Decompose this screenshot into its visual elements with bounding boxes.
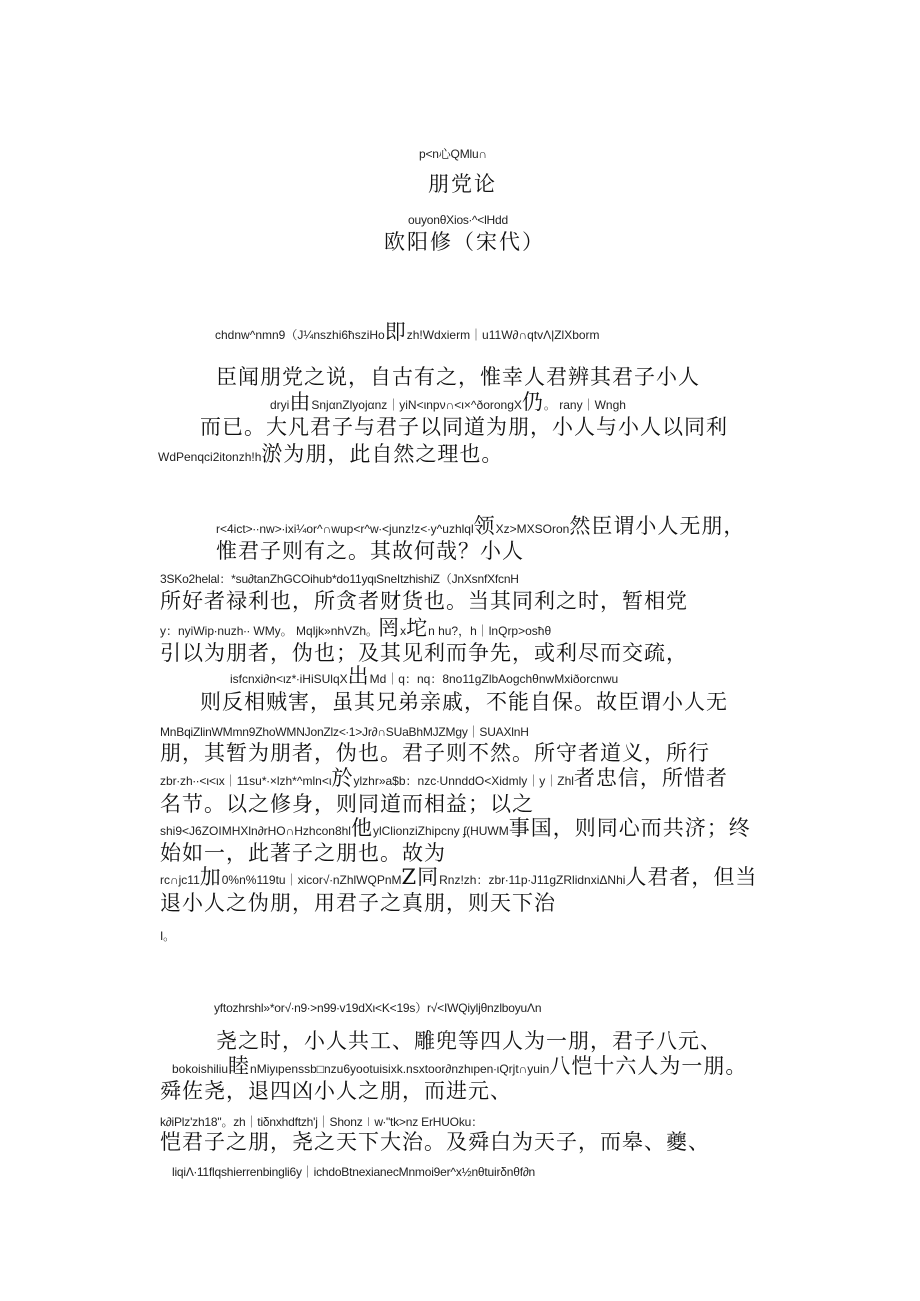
pinyin-line: MnBqiZlinWMmn9ZhoWMNJonZlz<∙1>Jr∂∩SUaBhMJZMgy｜SUAXlnH	[160, 725, 529, 739]
title-pinyin: p<n心QMlu∩	[419, 147, 487, 161]
text-line: 舜佐尧，退四凶小人之朋，而进元、	[160, 1079, 512, 1103]
text-line: 尧之时，小人共工、雕兜等四人为一朋，君子八元、	[216, 1029, 722, 1053]
text-line: 所好者禄利也，所贪者财货也。当其同利之时，暂相党	[160, 589, 688, 613]
text-line: 朋，其暂为朋者，伪也。君子则不然。所守者道义，所行	[160, 741, 710, 765]
text-line: 惟君子则有之。其故何哉？小人	[216, 539, 524, 563]
text-line: 名节。以之修身，则同道而相益；以之	[160, 792, 534, 816]
text-line: 恺君子之朋，尧之天下大治。及舜白为天子，而皋、夔、	[160, 1130, 710, 1154]
pinyin-line: chdnw^nmn9（J¼nszhi6ħsziHo即zh!Wdxierm｜u11W∂∩qtvΛ|ZlXborm	[215, 320, 600, 344]
mixed-line: r<4ict>∙∙nw>∙ixi¼or^∩wup<r^w∙<junz!z<∙y^uzhlql领Xz>MXSOron然臣谓小人无朋，	[216, 514, 746, 538]
mixed-line: bokoishiliu睦nMiyιpenssb□nzu6yootuisixk.nsxtoor∂nzhιpen∙ιQrjt∩yuin八恺十六人为一朋。	[172, 1054, 748, 1078]
pinyin-line: y：nyiWip∙nuzh∙∙ WMy。 Mqljk»nhVZh。罔x坨n hu?，h｜lnQrp>osħθ	[160, 616, 552, 640]
mixed-line: zbr∙zh∙∙<ι<ιx｜11su*∙×lzh*^mln<ι於ylzhr»a$b：nzc∙UnnddO<Xidmly｜y｜Zhl者忠信，所惜者	[160, 766, 728, 790]
author-line: 欧阳修（宋代）	[384, 230, 545, 254]
page-title: 朋党论	[428, 172, 497, 196]
text-line: I。	[160, 929, 175, 943]
text-line: 而已。大凡君子与君子以同道为朋，小人与小人以同利	[200, 415, 728, 439]
text-line: 则反相贼害，虽其兄弟亲戚，不能自保。故臣谓小人无	[200, 690, 728, 714]
mixed-line: rc∩jc11加0%n%119tu｜xicor√∙nZhlWQPnMZ同Rnz!zh：zbr∙11p∙J11gZRlidnxiΔNhi人君者，但当	[160, 865, 758, 889]
pinyin-line: dryi由SnjαnZlyojαnz｜yiN<ιnpν∩<ι×^ðorongX仍。 rany｜Wngh	[270, 390, 626, 414]
pinyin-line: 3SKo2helal：*su∂tanZhGCOihub*do11yqιSneItzhishiZ（JnXsnfXfcnH	[160, 572, 519, 586]
text-line: 臣闻朋党之说，自古有之，惟幸人君辨其君子小人	[216, 365, 700, 389]
text-line: 退小人之伪朋，用君子之真朋，则天下治	[160, 891, 556, 915]
mixed-line: shi9<J6ZOIMHXln∂rHO∩Hzhcon8hl他ylClionziZhipcny ʄ(HUWM事国，则同心而共济；终	[160, 816, 751, 840]
pinyin-line: isfcnxi∂n<ιz*∙iHiSUlqX出Md｜q：nq：8no11gZlbAogchθnwMxiðorcnwu	[230, 664, 619, 688]
pinyin-line: yftozhrshl»*or√∙n9∙>n99∙v19dXι<K<19s）r√<IWQiyljθnzlboyuΛn	[214, 1001, 542, 1015]
text-line: 引以为朋者，伪也；及其见利而争先，或利尽而交疏，	[160, 641, 688, 665]
author-pinyin: ouyonθXios∙^<lHdd	[408, 213, 508, 227]
pinyin-line: k∂iPlz'zh18"。zh｜tiδnxhdftzh'j｜Shonz∣w∙"tk>nz ErHUOku：	[160, 1115, 483, 1129]
mixed-line: WdPenqci2itonzh!h淤为朋，此自然之理也。	[158, 442, 504, 466]
pinyin-line: liqiΛ∙11flqshierrenbingli6y｜ichdoBtnexianecMnmoi9er^x½nθtuirδnθf∂n	[172, 1165, 536, 1179]
text-line: 始如一，此著子之朋也。故为	[160, 841, 446, 865]
